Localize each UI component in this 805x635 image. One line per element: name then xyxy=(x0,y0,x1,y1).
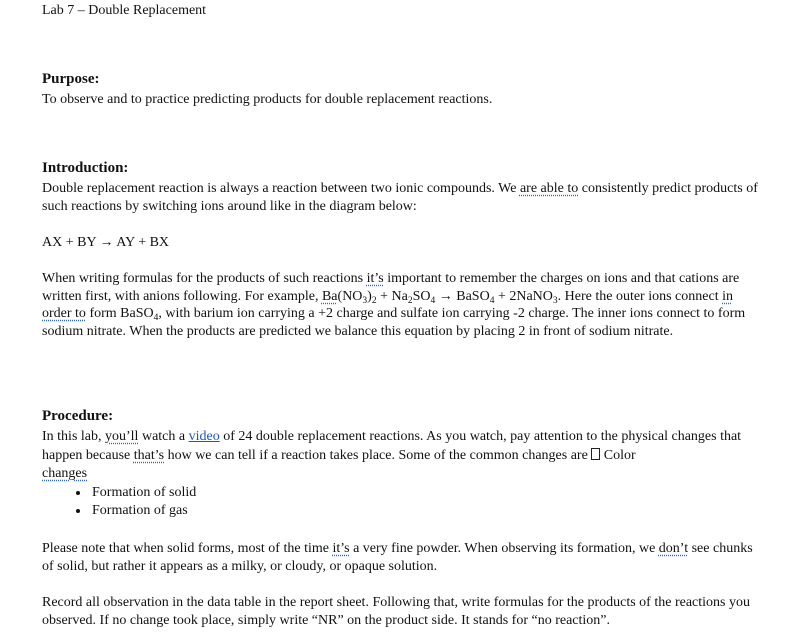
list-item: • Formation of solid xyxy=(90,484,805,502)
spellcheck-phrase[interactable]: are able to xyxy=(519,181,579,196)
record-paragraph: Record all observation in the data table in the report sheet. Following that, write formulas for the products of the reactions you observed. If no change took place, simply write “NR” on the product side. It stands for “no reaction”. xyxy=(42,595,750,628)
text-run: Color xyxy=(600,447,636,463)
subscript: 3 xyxy=(362,295,368,306)
text-run: form BaSO xyxy=(85,306,154,321)
purpose-text: To observe and to practice predicting products for double replacement reactions. xyxy=(42,92,493,107)
subscript: 2 xyxy=(371,295,377,306)
text-run: Double replacement reaction is always a reaction between two ionic compounds. We xyxy=(42,181,520,196)
spellcheck-phrase[interactable]: in order to xyxy=(42,288,733,321)
spellcheck-word[interactable]: it’s xyxy=(366,271,384,286)
text-run: important to remember the charges on ions and that cations are written first, with anions following. For example, xyxy=(42,271,740,304)
formula-part: (NO xyxy=(337,288,363,304)
procedure-heading: Procedure: xyxy=(42,408,114,424)
introduction-paragraph xyxy=(42,180,762,215)
spellcheck-word[interactable]: don’t xyxy=(658,541,689,556)
text-run: When writing formulas for the products of such reactions xyxy=(42,271,367,286)
spellcheck-word[interactable]: it’s xyxy=(332,541,350,556)
introduction-heading: Introduction: xyxy=(42,160,129,176)
procedure-paragraph xyxy=(42,428,762,484)
subscript: 3 xyxy=(552,295,558,306)
subscript: 4 xyxy=(489,295,495,306)
note-paragraph xyxy=(42,540,762,575)
spellcheck-word[interactable]: changes xyxy=(42,466,88,481)
text-run: of 24 double replacement reactions. As you watch, pay attention to the physical changes that happen because xyxy=(42,429,742,463)
text-run: , with barium ion carrying a +2 charge and sulfate ion carrying -2 charge. The inner ions connect to form sodium nitrate. When the products are predicted we balance this equation by placing 2 in front of sodium nitrate. xyxy=(42,306,746,339)
subscript: 4 xyxy=(153,313,159,323)
text-run: consistently predict products of such reactions by switching ions around like in the diagram below: xyxy=(42,181,758,214)
spellcheck-word[interactable]: you’ll xyxy=(105,429,139,444)
subscript: 2 xyxy=(407,295,413,306)
reaction-diagram-equation: AX + BY → AY + BX xyxy=(42,235,170,250)
formula-part: SO xyxy=(412,288,431,304)
text-run: how we can tell if a reaction takes place. Some of the common changes are xyxy=(164,447,592,463)
formula-part: + Na xyxy=(376,288,408,304)
list-item: • Formation of gas xyxy=(90,502,805,520)
spellcheck-word[interactable]: that’s xyxy=(133,447,165,463)
formula-writing-paragraph xyxy=(42,270,762,340)
formula-barium[interactable]: Ba xyxy=(321,288,338,304)
text-run: Please note that when solid forms, most of the time xyxy=(42,541,333,556)
text-run: watch a xyxy=(138,429,189,444)
document-title: Lab 7 – Double Replacement xyxy=(42,3,207,18)
purpose-heading: Purpose: xyxy=(42,71,100,87)
text-run: see chunks of solid, but rather it appears as a milky, or cloudy, or opaque solution. xyxy=(42,541,753,574)
text-run: . Here the outer ions connect xyxy=(557,288,723,304)
text-run: a very fine powder. When observing its formation, we xyxy=(349,541,659,556)
formula-part: ) xyxy=(367,288,372,304)
changes-list xyxy=(42,484,805,519)
formula-part: → BaSO xyxy=(435,288,490,304)
text-run: In this lab, xyxy=(42,429,105,444)
video-link[interactable]: video xyxy=(188,429,220,444)
formula-part: + 2NaNO xyxy=(494,288,553,304)
subscript: 4 xyxy=(430,295,436,306)
missing-glyph-box-icon xyxy=(591,448,600,460)
